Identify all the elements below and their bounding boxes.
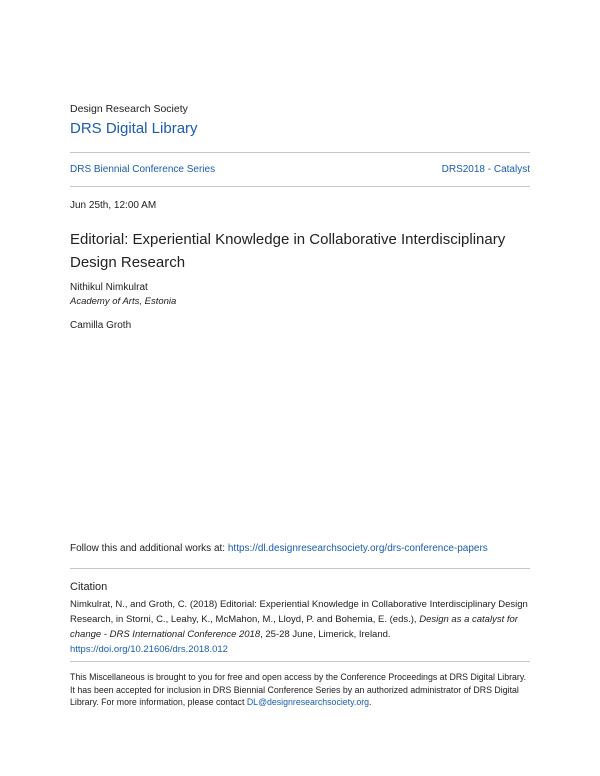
author-name: Camilla Groth (70, 320, 132, 331)
access-notice (70, 671, 532, 709)
conference-link[interactable]: DRS2018 - Catalyst (441, 164, 530, 175)
citation-part: , 25-28 June, Limerick, Ireland. (260, 629, 391, 640)
doi-link[interactable]: https://doi.org/10.21606/drs.2018.012 (70, 644, 228, 655)
citation-proceedings: Design as a catalyst for change - DRS International Conference 2018 (70, 614, 518, 640)
citation-part: Nimkulrat, N., and Groth, C. (2018) Editorial: Experiential Knowledge in Collaborative Interdisciplinary Design Research, in Storni, C., Leahy, K., McMahon, M., Lloyd, P. and Bohemia, E. (eds.), (70, 599, 528, 625)
series-link[interactable]: DRS Biennial Conference Series (70, 164, 216, 175)
citation-heading: Citation (70, 581, 108, 593)
notice-end: . (369, 697, 372, 707)
paper-title: Editorial: Experiential Knowledge in Collaborative Interdisciplinary Design Research (70, 231, 506, 271)
notice-text: This Miscellaneous is brought to you for free and open access by the Conference Proceedings at DRS Digital Library. It has been accepted for inclusion in DRS Biennial Conference Series by an authorized administrator of DRS Digital Library. For more information, please contact (70, 672, 527, 707)
publication-date: Jun 25th, 12:00 AM (70, 200, 157, 211)
author-affiliation: Academy of Arts, Estonia (70, 296, 177, 307)
follow-text: Follow this and additional works at: (70, 543, 228, 554)
author-name: Nithikul Nimkulrat (70, 282, 148, 293)
divider-top (70, 152, 530, 153)
library-link[interactable]: DRS Digital Library (70, 120, 198, 137)
divider-citation (70, 568, 530, 569)
divider-notice (70, 661, 530, 662)
divider-series (70, 186, 530, 187)
follow-line (70, 543, 488, 554)
citation-text (70, 597, 532, 657)
society-name: Design Research Society (70, 103, 188, 115)
collection-link[interactable]: https://dl.designresearchsociety.org/drs-conference-papers (227, 543, 488, 554)
contact-email-link[interactable]: DL@designresearchsociety.org (246, 697, 370, 707)
